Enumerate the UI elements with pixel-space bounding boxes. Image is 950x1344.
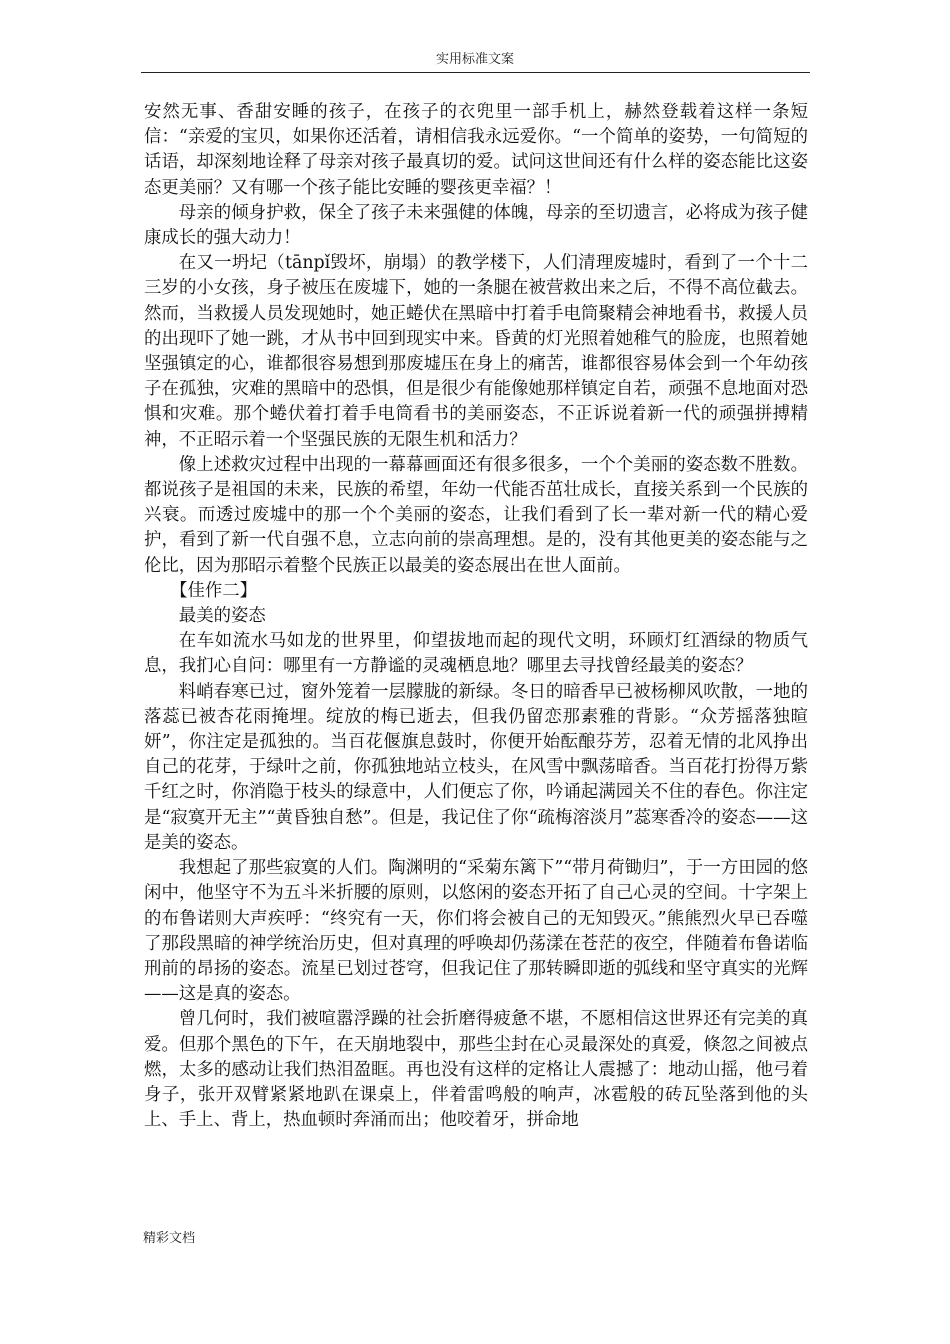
header-divider [141,72,810,73]
paragraph: 我想起了那些寂寞的人们。陶渊明的“采菊东篱下”“带月荷锄归”，于一方田园的悠闲中，他坚守不为五斗米折腰的原则，以悠闲的姿态开拓了自己心灵的空间。十字架上的布鲁诺则大声疾呼：“终究有一天，你们将会被自己的无知毁灭。”熊熊烈火早已吞噬了那段黑暗的神学统治历史，但对真理的呼唤却仍荡漾在苍茫的夜空，伴随着布鲁诺临刑前的昂扬的姿态。流星已划过苍穹，但我记住了那转瞬即逝的弧线和坚守真实的光辉——这是真的姿态。 [144,858,808,1005]
paragraph: 曾几何时，我们被喧嚣浮躁的社会折磨得疲惫不堪，不愿相信这世界还有完美的真爱。但那个黑色的下午，在天崩地裂中，那些尘封在心灵最深处的真爱，倏忽之间被点燃，太多的感动让我们热泪盈眶。再也没有这样的定格让人震撼了：地动山摇，他弓着身子，张开双臂紧紧地趴在课桌上，伴着雷鸣般的响声，冰雹般的砖瓦坠落到他的头上、手上、背上，热血顿时奔涌而出；他咬着牙，拼命地 [144,1009,808,1131]
paragraph: 像上述救灾过程中出现的一幕幕画面还有很多很多，一个个美丽的姿态数不胜数。都说孩子是祖国的未来，民族的希望，年幼一代能否茁壮成长，直接关系到一个民族的兴衰。而透过废墟中的那一个个美丽的姿态，让我们看到了长一辈对新一代的精心爱护，看到了新一代自强不息，立志向前的崇高理想。是的，没有其他更美的姿态能与之伦比，因为那昭示着整个民族正以最美的姿态展出在世人面前。 [144,454,808,576]
paragraph: 在又一坍圮（tānpǐ毁坏，崩塌）的教学楼下，人们清理废墟时，看到了一个十二三岁的小女孩，身子被压在废墟下，她的一条腿在被营救出来之后，不得不高位截去。然而，当救援人员发现她时，她正蜷伏在黑暗中打着手电筒聚精会神地看书，救援人员的出现吓了她一跳，才从书中回到现实中来。昏黄的灯光照着她稚气的脸庞，也照着她坚强镇定的心，谁都很容易想到那废墟压在身上的痛苦，谁都很容易体会到一个年幼孩子在孤独，灾难的黑暗中的恐惧，但是很少有能像她那样镇定自若，顽强不息地面对恐惧和灾难。那个蜷伏着打着手电筒看书的美丽姿态，不正诉说着新一代的顽强拼搏精神，不正昭示着一个坚强民族的无限生机和活力？ [144,253,808,450]
paragraph: 料峭春寒已过，窗外笼着一层朦胧的新绿。冬日的暗香早已被杨柳风吹散，一地的落蕊已被杏花雨掩埋。绽放的梅已逝去，但我仍留恋那素雅的背影。“众芳摇落独暄妍”，你注定是孤独的。当百花偃旗息鼓时，你便开始酝酿芬芳，忍着无情的北风挣出自己的花芽，于绿叶之前，你孤独地站立枝头，在风雪中飘荡暗香。当百花打扮得万紫千红之时，你消隐于枝头的绿意中，人们便忘了你，吟诵起满园关不住的春色。你注定是“寂寞开无主”“黄昏独自愁”。但是，我记住了你“疏梅溶淡月”蕊寒香冷的姿态——这是美的姿态。 [144,681,808,853]
page-footer-note: 精彩文档 [143,1231,196,1246]
essay-title: 最美的姿态 [178,606,266,627]
paragraph: 母亲的倾身护救，保全了孩子未来强健的体魄，母亲的至切遗言，必将成为孩子健康成长的强大动力！ [144,202,808,249]
page-header-title: 实用标准文案 [435,52,514,67]
paragraph-continued: 安然无事、香甜安睡的孩子，在孩子的衣兜里一部手机上，赫然登载着这样一条短信：“亲爱的宝贝，如果你还活着，请相信我永远爱你。“一个简单的姿势，一句简短的话语，却深刻地诠释了母亲对孩子最真切的爱。试问这世间还有什么样的姿态能比这姿态更美丽？又有哪一个孩子能比安睡的婴孩更幸福？！ [144,102,808,198]
paragraph: 在车如流水马如龙的世界里，仰望拔地而起的现代文明，环顾灯红酒绿的物质气息，我扪心自问：哪里有一方静谧的灵魂栖息地？哪里去寻找曾经最美的姿态？ [144,631,808,677]
section-label: 【佳作二】 [170,580,258,601]
document-body [144,100,808,1133]
